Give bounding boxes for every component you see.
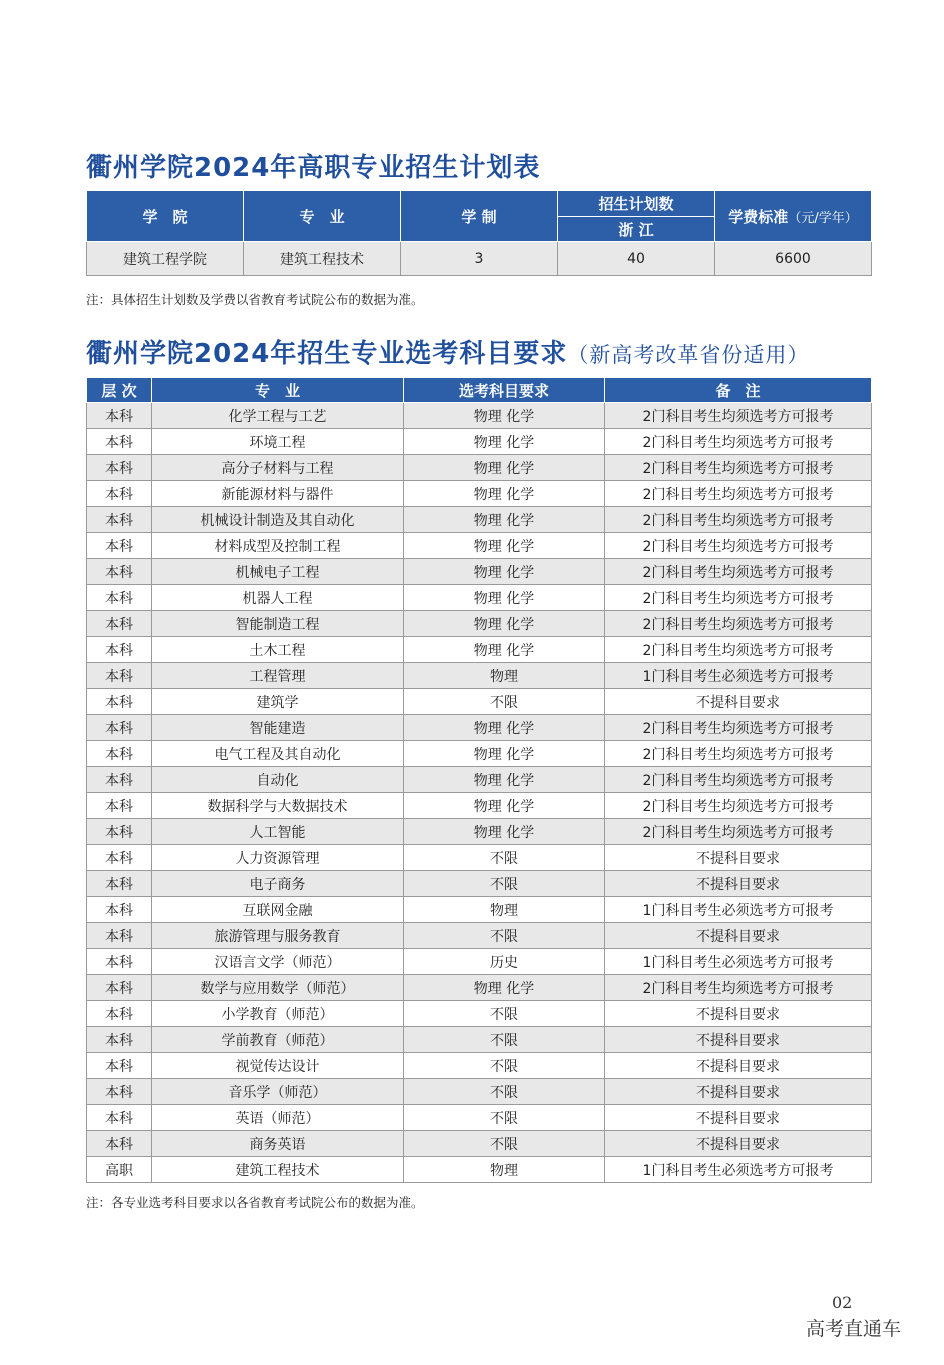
page-number: 02 bbox=[832, 1293, 853, 1312]
cell-level: 本科 bbox=[87, 1027, 152, 1053]
table-row bbox=[87, 871, 872, 897]
cell-major: 互联网金融 bbox=[152, 897, 404, 923]
cell-subjects: 不限 bbox=[404, 1079, 605, 1105]
cell-subjects: 物理 化学 bbox=[404, 533, 605, 559]
cell-level: 本科 bbox=[87, 819, 152, 845]
table-row bbox=[87, 429, 872, 455]
cell-subjects: 物理 bbox=[404, 1157, 605, 1183]
cell-level: 本科 bbox=[87, 481, 152, 507]
cell-major: 电子商务 bbox=[152, 871, 404, 897]
cell-remark: 不提科目要求 bbox=[605, 923, 872, 949]
header-plan: 招生计划数 bbox=[558, 191, 715, 217]
cell-major: 人工智能 bbox=[152, 819, 404, 845]
cell-remark: 2门科目考生均须选考方可报考 bbox=[605, 533, 872, 559]
cell-major: 新能源材料与器件 bbox=[152, 481, 404, 507]
table-row bbox=[87, 741, 872, 767]
cell-subjects: 物理 化学 bbox=[404, 637, 605, 663]
cell-subjects: 物理 化学 bbox=[404, 819, 605, 845]
header-college: 学 院 bbox=[87, 191, 244, 242]
table-row bbox=[87, 689, 872, 715]
cell-subjects: 不限 bbox=[404, 871, 605, 897]
cell-major: 电气工程及其自动化 bbox=[152, 741, 404, 767]
cell-major: 人力资源管理 bbox=[152, 845, 404, 871]
cell-subjects: 物理 化学 bbox=[404, 429, 605, 455]
cell-subjects: 物理 化学 bbox=[404, 559, 605, 585]
cell-level: 本科 bbox=[87, 559, 152, 585]
cell-major: 数学与应用数学（师范） bbox=[152, 975, 404, 1001]
cell-major: 旅游管理与服务教育 bbox=[152, 923, 404, 949]
cell-subjects: 不限 bbox=[404, 689, 605, 715]
cell-remark: 1门科目考生必须选考方可报考 bbox=[605, 897, 872, 923]
table-row bbox=[87, 1053, 872, 1079]
table-row bbox=[87, 1105, 872, 1131]
cell-remark: 不提科目要求 bbox=[605, 845, 872, 871]
table-row bbox=[87, 559, 872, 585]
table-row bbox=[87, 663, 872, 689]
header-subjects: 选考科目要求 bbox=[404, 378, 605, 403]
cell-remark: 2门科目考生均须选考方可报考 bbox=[605, 975, 872, 1001]
cell-major: 机械电子工程 bbox=[152, 559, 404, 585]
cell-level: 本科 bbox=[87, 403, 152, 429]
table-row bbox=[87, 481, 872, 507]
cell-remark: 2门科目考生均须选考方可报考 bbox=[605, 403, 872, 429]
cell-remark: 1门科目考生必须选考方可报考 bbox=[605, 1157, 872, 1183]
table-row bbox=[87, 637, 872, 663]
cell-remark: 1门科目考生必须选考方可报考 bbox=[605, 949, 872, 975]
header-major: 专 业 bbox=[244, 191, 401, 242]
cell-level: 本科 bbox=[87, 585, 152, 611]
cell-major: 学前教育（师范） bbox=[152, 1027, 404, 1053]
cell-major: 建筑工程技术 bbox=[244, 242, 401, 276]
subject-table-title-main: 衢州学院2024年招生专业选考科目要求 bbox=[86, 339, 568, 369]
cell-remark: 1门科目考生必须选考方可报考 bbox=[605, 663, 872, 689]
enrollment-plan-table bbox=[86, 190, 872, 276]
cell-subjects: 历史 bbox=[404, 949, 605, 975]
cell-level: 本科 bbox=[87, 533, 152, 559]
cell-subjects: 不限 bbox=[404, 1001, 605, 1027]
table-row bbox=[87, 1079, 872, 1105]
table-row bbox=[87, 242, 872, 276]
cell-level: 本科 bbox=[87, 715, 152, 741]
header-fee-label: 学费标准 bbox=[728, 207, 789, 226]
cell-level: 本科 bbox=[87, 897, 152, 923]
cell-major: 视觉传达设计 bbox=[152, 1053, 404, 1079]
subject-note: 注：各专业选考科目要求以各省教育考试院公布的数据为准。 bbox=[86, 1195, 424, 1210]
subject-table-title bbox=[86, 333, 809, 370]
cell-level: 本科 bbox=[87, 741, 152, 767]
header-level: 层 次 bbox=[87, 378, 152, 403]
table-body bbox=[87, 403, 872, 1183]
cell-remark: 不提科目要求 bbox=[605, 1001, 872, 1027]
cell-level: 本科 bbox=[87, 793, 152, 819]
cell-level: 本科 bbox=[87, 637, 152, 663]
cell-level: 本科 bbox=[87, 1079, 152, 1105]
table-row bbox=[87, 845, 872, 871]
cell-subjects: 物理 化学 bbox=[404, 455, 605, 481]
cell-remark: 不提科目要求 bbox=[605, 871, 872, 897]
cell-subjects: 物理 化学 bbox=[404, 507, 605, 533]
cell-remark: 2门科目考生均须选考方可报考 bbox=[605, 481, 872, 507]
cell-major: 建筑学 bbox=[152, 689, 404, 715]
cell-remark: 2门科目考生均须选考方可报考 bbox=[605, 507, 872, 533]
table-row bbox=[87, 1027, 872, 1053]
cell-major: 机械设计制造及其自动化 bbox=[152, 507, 404, 533]
cell-subjects: 物理 bbox=[404, 663, 605, 689]
table-row bbox=[87, 715, 872, 741]
cell-plan: 40 bbox=[558, 242, 715, 276]
cell-subjects: 物理 化学 bbox=[404, 793, 605, 819]
cell-subjects: 不限 bbox=[404, 845, 605, 871]
table-row bbox=[87, 585, 872, 611]
cell-remark: 2门科目考生均须选考方可报考 bbox=[605, 793, 872, 819]
table-row bbox=[87, 975, 872, 1001]
cell-remark: 不提科目要求 bbox=[605, 1053, 872, 1079]
cell-remark: 不提科目要求 bbox=[605, 1027, 872, 1053]
cell-subjects: 物理 化学 bbox=[404, 741, 605, 767]
plan-table-title: 衢州学院2024年高职专业招生计划表 bbox=[86, 153, 541, 183]
subject-table-subtitle: （新高考改革省份适用） bbox=[567, 343, 810, 367]
table-row bbox=[87, 507, 872, 533]
cell-subjects: 不限 bbox=[404, 1053, 605, 1079]
cell-subjects: 物理 化学 bbox=[404, 767, 605, 793]
cell-remark: 2门科目考生均须选考方可报考 bbox=[605, 819, 872, 845]
table-row bbox=[87, 949, 872, 975]
cell-major: 高分子材料与工程 bbox=[152, 455, 404, 481]
cell-subjects: 不限 bbox=[404, 1105, 605, 1131]
cell-level: 本科 bbox=[87, 845, 152, 871]
header-duration: 学 制 bbox=[401, 191, 558, 242]
cell-major: 环境工程 bbox=[152, 429, 404, 455]
cell-major: 机器人工程 bbox=[152, 585, 404, 611]
header-major: 专 业 bbox=[152, 378, 404, 403]
cell-major: 商务英语 bbox=[152, 1131, 404, 1157]
cell-remark: 2门科目考生均须选考方可报考 bbox=[605, 715, 872, 741]
cell-major: 音乐学（师范） bbox=[152, 1079, 404, 1105]
cell-remark: 2门科目考生均须选考方可报考 bbox=[605, 585, 872, 611]
cell-major: 土木工程 bbox=[152, 637, 404, 663]
cell-subjects: 物理 化学 bbox=[404, 403, 605, 429]
cell-remark: 不提科目要求 bbox=[605, 1079, 872, 1105]
header-fee-unit: （元/学年） bbox=[788, 210, 858, 226]
cell-level: 本科 bbox=[87, 923, 152, 949]
cell-level: 本科 bbox=[87, 1053, 152, 1079]
cell-level: 本科 bbox=[87, 949, 152, 975]
cell-level: 本科 bbox=[87, 663, 152, 689]
table-row bbox=[87, 793, 872, 819]
cell-major: 工程管理 bbox=[152, 663, 404, 689]
table-row bbox=[87, 1131, 872, 1157]
cell-subjects: 不限 bbox=[404, 923, 605, 949]
header-remark: 备 注 bbox=[605, 378, 872, 403]
cell-subjects: 物理 化学 bbox=[404, 585, 605, 611]
cell-major: 小学教育（师范） bbox=[152, 1001, 404, 1027]
cell-fee: 6600 bbox=[715, 242, 872, 276]
cell-subjects: 不限 bbox=[404, 1027, 605, 1053]
cell-subjects: 物理 bbox=[404, 897, 605, 923]
cell-level: 本科 bbox=[87, 507, 152, 533]
cell-remark: 2门科目考生均须选考方可报考 bbox=[605, 611, 872, 637]
cell-subjects: 物理 化学 bbox=[404, 611, 605, 637]
cell-remark: 不提科目要求 bbox=[605, 1131, 872, 1157]
cell-major: 化学工程与工艺 bbox=[152, 403, 404, 429]
table-row bbox=[87, 767, 872, 793]
table-row bbox=[87, 923, 872, 949]
plan-note: 注：具体招生计划数及学费以省教育考试院公布的数据为准。 bbox=[86, 292, 424, 307]
header-province: 浙 江 bbox=[558, 217, 715, 242]
cell-major: 智能建造 bbox=[152, 715, 404, 741]
cell-level: 本科 bbox=[87, 871, 152, 897]
table-row bbox=[87, 1157, 872, 1183]
cell-level: 高职 bbox=[87, 1157, 152, 1183]
cell-major: 材料成型及控制工程 bbox=[152, 533, 404, 559]
cell-level: 本科 bbox=[87, 455, 152, 481]
cell-remark: 不提科目要求 bbox=[605, 689, 872, 715]
cell-remark: 不提科目要求 bbox=[605, 1105, 872, 1131]
cell-duration: 3 bbox=[401, 242, 558, 276]
cell-level: 本科 bbox=[87, 611, 152, 637]
cell-subjects: 不限 bbox=[404, 1131, 605, 1157]
cell-level: 本科 bbox=[87, 689, 152, 715]
cell-major: 自动化 bbox=[152, 767, 404, 793]
cell-remark: 2门科目考生均须选考方可报考 bbox=[605, 455, 872, 481]
subject-requirements-table bbox=[86, 377, 872, 1183]
cell-subjects: 物理 化学 bbox=[404, 715, 605, 741]
cell-college: 建筑工程学院 bbox=[87, 242, 244, 276]
cell-subjects: 物理 化学 bbox=[404, 975, 605, 1001]
cell-level: 本科 bbox=[87, 1131, 152, 1157]
cell-remark: 2门科目考生均须选考方可报考 bbox=[605, 559, 872, 585]
table-row bbox=[87, 819, 872, 845]
cell-remark: 2门科目考生均须选考方可报考 bbox=[605, 741, 872, 767]
cell-level: 本科 bbox=[87, 429, 152, 455]
table-row bbox=[87, 455, 872, 481]
cell-major: 建筑工程技术 bbox=[152, 1157, 404, 1183]
cell-subjects: 物理 化学 bbox=[404, 481, 605, 507]
watermark: 高考直通车 bbox=[806, 1318, 902, 1340]
table-row bbox=[87, 1001, 872, 1027]
cell-level: 本科 bbox=[87, 1001, 152, 1027]
table-row bbox=[87, 533, 872, 559]
cell-major: 英语（师范） bbox=[152, 1105, 404, 1131]
cell-level: 本科 bbox=[87, 975, 152, 1001]
cell-remark: 2门科目考生均须选考方可报考 bbox=[605, 637, 872, 663]
cell-remark: 2门科目考生均须选考方可报考 bbox=[605, 767, 872, 793]
table-row bbox=[87, 897, 872, 923]
cell-level: 本科 bbox=[87, 767, 152, 793]
header-fee bbox=[715, 191, 872, 242]
cell-major: 汉语言文学（师范） bbox=[152, 949, 404, 975]
cell-major: 数据科学与大数据技术 bbox=[152, 793, 404, 819]
cell-level: 本科 bbox=[87, 1105, 152, 1131]
table-row bbox=[87, 403, 872, 429]
cell-remark: 2门科目考生均须选考方可报考 bbox=[605, 429, 872, 455]
table-row bbox=[87, 611, 872, 637]
cell-major: 智能制造工程 bbox=[152, 611, 404, 637]
